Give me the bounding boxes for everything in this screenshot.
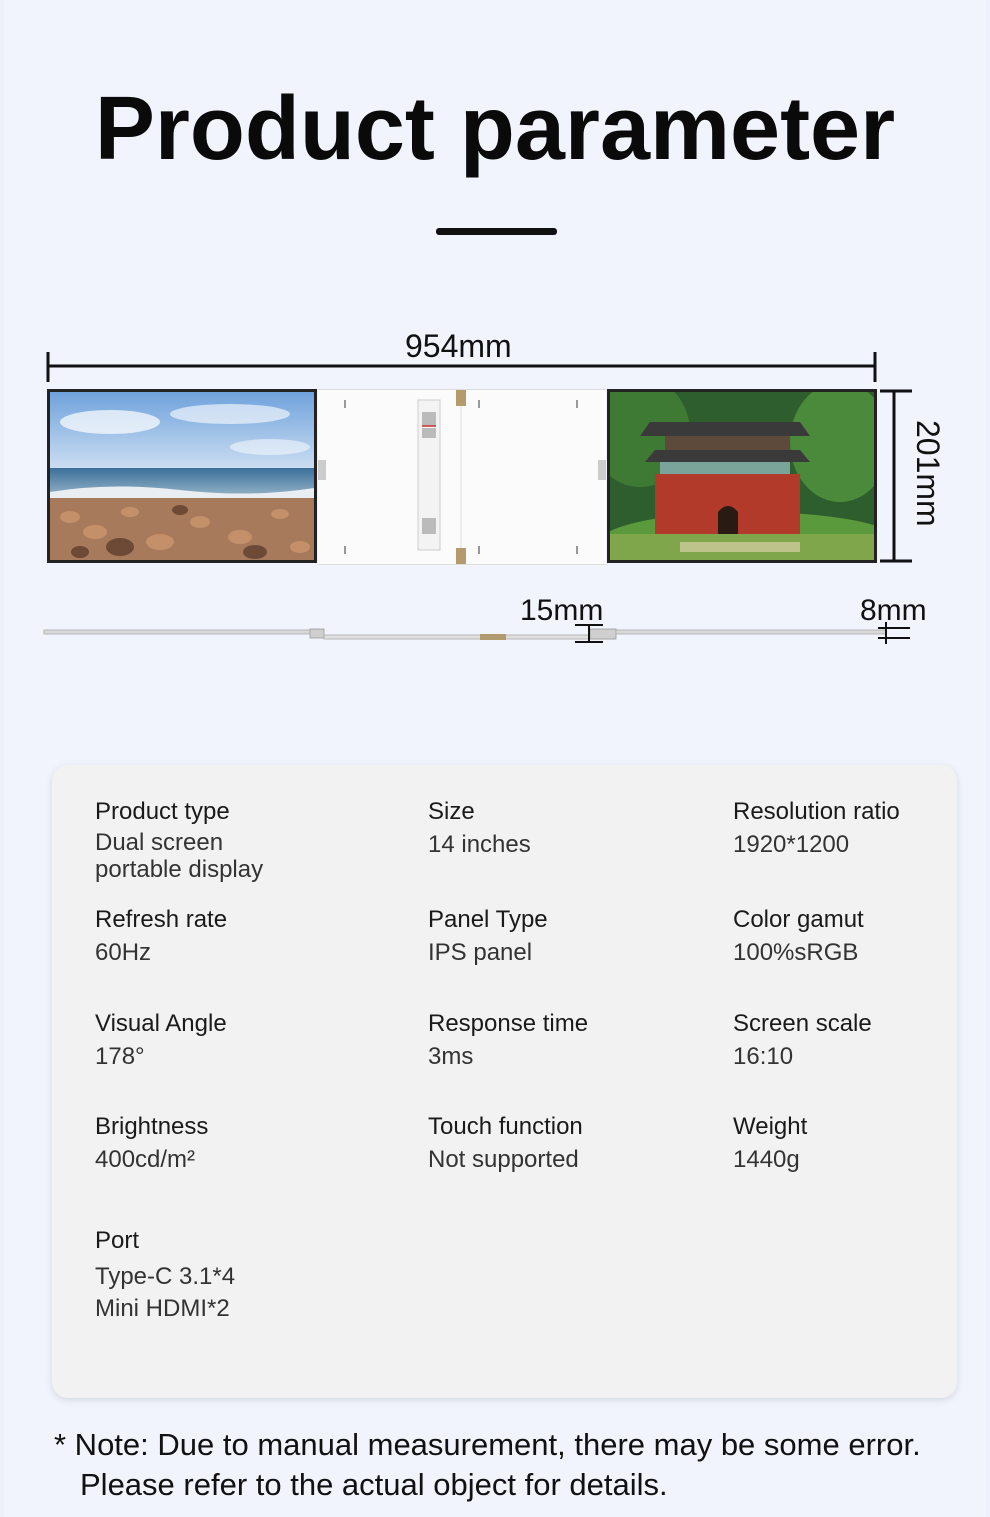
spec-touch-function	[428, 1113, 583, 1173]
side-thickness-label: 8mm	[860, 594, 927, 627]
spec-value: IPS panel	[428, 939, 533, 966]
spec-label: Color gamut	[733, 906, 864, 933]
spec-label: Weight	[733, 1113, 808, 1140]
spec-label: Response time	[428, 1010, 589, 1037]
spec-size	[428, 798, 531, 858]
spec-weight	[733, 1113, 807, 1173]
spec-value: Dual screen portable display	[95, 829, 264, 883]
spec-value: 16:10	[733, 1043, 794, 1070]
spec-product-type	[95, 798, 263, 883]
height-label: 201mm	[910, 420, 946, 527]
spec-value: 14 inches	[428, 831, 531, 858]
spec-label: Screen scale	[733, 1010, 872, 1037]
spec-visual-angle	[95, 1010, 227, 1070]
width-label: 954mm	[405, 328, 512, 364]
title-underline	[436, 228, 557, 235]
spec-label: Touch function	[428, 1113, 583, 1140]
spec-resolution	[733, 798, 900, 858]
middle-thickness-label: 15mm	[520, 594, 604, 627]
spec-label: Refresh rate	[95, 906, 228, 933]
spec-screen-scale	[733, 1010, 872, 1070]
spec-value: 3ms	[428, 1043, 474, 1070]
spec-value: 178°	[95, 1043, 145, 1070]
spec-value: 400cd/m²	[95, 1146, 196, 1173]
spec-brightness	[95, 1113, 208, 1173]
note-line-2: Please refer to the actual object for details.	[80, 1467, 668, 1502]
spec-color-gamut	[733, 906, 864, 966]
spec-label: Panel Type	[428, 906, 548, 933]
note-line-1: * Note: Due to manual measurement, there may be some error.	[54, 1427, 921, 1462]
spec-value: 1920*1200	[733, 831, 850, 858]
spec-label: Size	[428, 798, 475, 825]
spec-value: 60Hz	[95, 939, 152, 966]
spec-value: 100%sRGB	[733, 939, 859, 966]
spec-value: Type-C 3.1*4 Mini HDMI*2	[95, 1263, 236, 1322]
right-screen-temple	[607, 389, 877, 563]
spec-value: 1440g	[733, 1146, 800, 1173]
spec-label: Visual Angle	[95, 1010, 227, 1037]
left-screen-beach	[47, 389, 317, 563]
spec-label: Resolution ratio	[733, 798, 900, 825]
spec-label: Port	[95, 1227, 140, 1254]
measurement-note	[54, 1425, 974, 1505]
spec-refresh-rate	[95, 906, 227, 966]
spec-label: Product type	[95, 798, 230, 825]
spec-value: Not supported	[428, 1146, 579, 1173]
page-title: Product parameter	[94, 79, 896, 179]
spec-response-time	[428, 1010, 588, 1070]
side-profile-view	[40, 620, 920, 650]
spec-label: Brightness	[95, 1113, 209, 1140]
spec-port	[95, 1225, 235, 1325]
middle-hinge-panel	[318, 389, 606, 565]
spec-panel-type	[428, 906, 548, 966]
